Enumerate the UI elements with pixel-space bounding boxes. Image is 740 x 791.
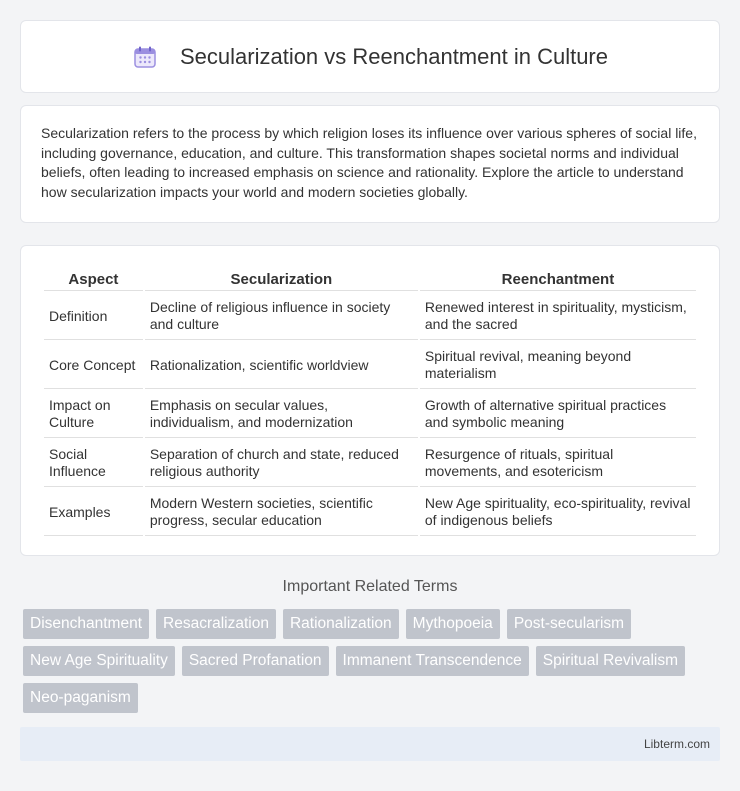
page-title: Secularization vs Reenchantment in Culture xyxy=(179,43,608,69)
footer-brand-link[interactable]: Libterm.com xyxy=(643,737,710,751)
cell-secularization: Separation of church and state, reduced religious authority xyxy=(145,440,418,487)
table-row xyxy=(44,440,696,487)
cell-aspect: Impact on Culture xyxy=(44,391,143,438)
cell-secularization: Rationalization, scientific worldview xyxy=(145,342,418,389)
header-aspect: Aspect xyxy=(44,268,143,291)
cell-reenchantment: Growth of alternative spiritual practices and symbolic meaning xyxy=(420,391,696,438)
related-term-tag[interactable]: Post-secularism xyxy=(507,609,631,639)
table-header-row xyxy=(44,268,696,291)
related-term-tag[interactable]: Mythopoeia xyxy=(406,609,500,639)
table-row xyxy=(44,489,696,536)
related-terms-heading: Important Related Terms xyxy=(282,578,458,595)
cell-secularization: Emphasis on secular values, individualism, and modernization xyxy=(145,391,418,438)
cell-aspect: Examples xyxy=(44,489,143,536)
related-term-tag[interactable]: Rationalization xyxy=(283,609,399,639)
cell-reenchantment: Spiritual revival, meaning beyond materialism xyxy=(420,342,696,389)
cell-reenchantment: Resurgence of rituals, spiritual movements, and esotericism xyxy=(420,440,696,487)
calendar-icon xyxy=(132,44,158,70)
cell-aspect: Core Concept xyxy=(44,342,143,389)
related-term-tag[interactable]: Spiritual Revivalism xyxy=(536,646,685,676)
header-secularization: Secularization xyxy=(145,268,418,291)
related-term-tag[interactable]: Immanent Transcendence xyxy=(336,646,529,676)
cell-reenchantment: Renewed interest in spirituality, mysticism, and the sacred xyxy=(420,293,696,340)
comparison-table xyxy=(42,266,698,538)
related-term-tag[interactable]: New Age Spirituality xyxy=(23,646,175,676)
related-terms-list xyxy=(23,609,720,713)
header-reenchantment: Reenchantment xyxy=(420,268,696,291)
table-row xyxy=(44,342,696,389)
related-term-tag[interactable]: Disenchantment xyxy=(23,609,149,639)
cell-secularization: Modern Western societies, scientific progress, secular education xyxy=(145,489,418,536)
cell-aspect: Definition xyxy=(44,293,143,340)
intro-card xyxy=(20,105,720,223)
related-term-tag[interactable]: Sacred Profanation xyxy=(182,646,329,676)
title-card xyxy=(20,20,720,93)
table-row xyxy=(44,391,696,438)
intro-paragraph: Secularization refers to the process by which religion loses its influence over various spheres of social life, including governance, education, and culture. This transformation shapes societal norms and individual beliefs, often leading to increased emphasis on science and rationality. Explore the article to understand how secularization impacts your world and modern societies globally. xyxy=(41,125,697,200)
footer xyxy=(20,727,720,761)
comparison-card xyxy=(20,245,720,556)
cell-reenchantment: New Age spirituality, eco-spirituality, revival of indigenous beliefs xyxy=(420,489,696,536)
related-term-tag[interactable]: Resacralization xyxy=(156,609,276,639)
related-term-tag[interactable]: Neo-paganism xyxy=(23,683,138,713)
table-row xyxy=(44,293,696,340)
cell-secularization: Decline of religious influence in society and culture xyxy=(145,293,418,340)
cell-aspect: Social Influence xyxy=(44,440,143,487)
